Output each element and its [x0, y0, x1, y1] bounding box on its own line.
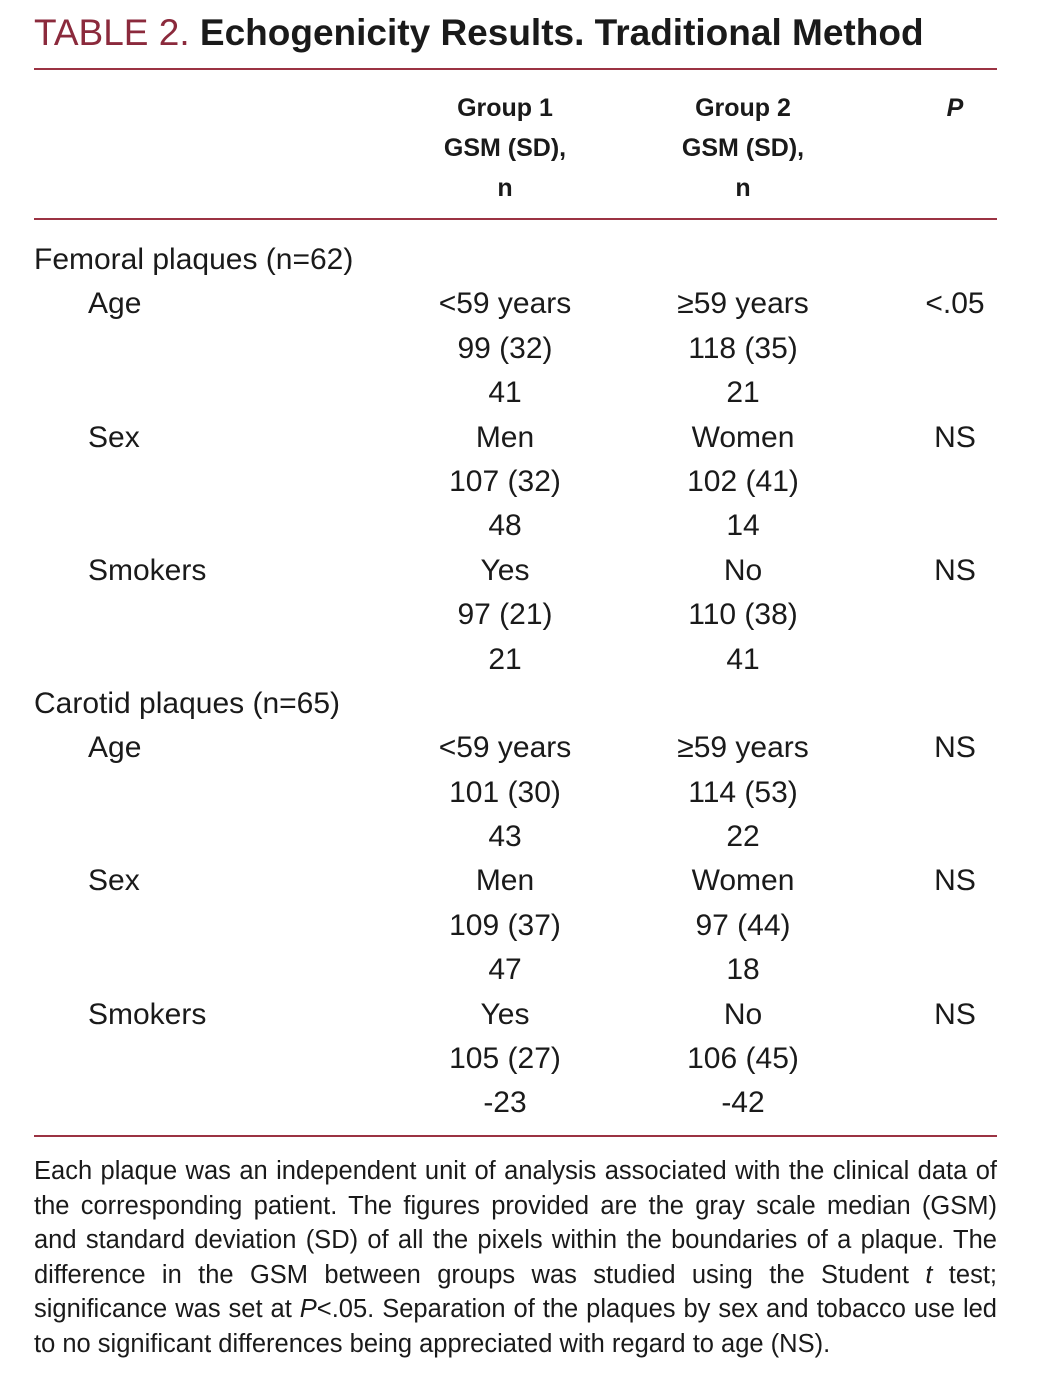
table-row	[0, 504, 1037, 548]
row-label: Age	[88, 287, 142, 321]
group2-cell: 118 (35)	[688, 331, 798, 365]
header-group2	[643, 88, 843, 208]
table-row	[0, 1081, 1037, 1125]
table-row	[0, 859, 1037, 903]
header-p	[900, 88, 1010, 128]
group2-cell: 18	[726, 953, 760, 987]
row-label: Femoral plaques (n=62)	[34, 243, 354, 276]
group2-cell: 14	[726, 509, 760, 543]
group1-cell: 48	[488, 509, 522, 543]
table-row	[0, 460, 1037, 504]
table-title	[34, 10, 1004, 56]
footnote-p: P	[299, 1295, 317, 1324]
table-row	[0, 726, 1037, 770]
header-group2-line1: Group 2	[695, 94, 791, 122]
row-label: Sex	[88, 864, 140, 898]
group1-cell: 105 (27)	[449, 1042, 561, 1076]
group1-cell: Men	[475, 864, 535, 898]
header-group1-line1: Group 1	[457, 94, 553, 122]
row-label: Carotid plaques (n=65)	[34, 686, 341, 720]
p-value-cell: <.05	[925, 287, 985, 321]
header-p-label: P	[946, 94, 964, 122]
group2-cell: 97 (44)	[695, 908, 791, 942]
footnote-part3: <.05. Separation of the plaques by sex and tobacco use led to no significant differences being appreciated with regard to age (NS).	[34, 1295, 997, 1358]
header-group2-line2: GSM (SD),	[681, 134, 805, 162]
footnote-t: t	[925, 1260, 933, 1289]
table-row	[0, 1037, 1037, 1081]
group1-cell: Yes	[480, 553, 530, 587]
top-rule	[34, 68, 997, 70]
table-footnote	[34, 1154, 997, 1362]
table-row	[0, 948, 1037, 992]
group1-cell: <59 years	[438, 287, 572, 321]
table-row	[0, 371, 1037, 415]
group1-cell: -23	[483, 1086, 527, 1120]
group2-cell: Women	[691, 420, 795, 454]
table-row	[0, 771, 1037, 815]
footnote-part1: Each plaque was an independent unit of analysis associated with the clinical data of the corresponding patient. The figures provided are the gray scale median (GSM) and standard deviation (SD) of all the pixels within the boundaries of a plaque. The difference in the GSM between groups was studied using the Student	[34, 1157, 997, 1289]
group1-cell: <59 years	[438, 731, 572, 765]
bottom-rule	[34, 1135, 997, 1137]
group2-cell: -42	[721, 1086, 765, 1120]
table-row	[0, 593, 1037, 637]
group2-cell: ≥59 years	[677, 731, 809, 765]
group1-cell: 109 (37)	[449, 908, 561, 942]
group2-cell: 102 (41)	[687, 464, 799, 498]
group1-cell: 21	[488, 642, 522, 676]
footnote-part2: test; significance was set at	[34, 1260, 997, 1324]
group2-cell: 22	[726, 820, 760, 854]
group2-cell: No	[723, 997, 763, 1031]
row-label: Age	[88, 731, 142, 765]
row-label: Smokers	[88, 553, 207, 587]
group1-cell: Men	[475, 420, 535, 454]
table-row	[0, 238, 1037, 282]
header-group1	[405, 88, 605, 208]
table-row	[0, 549, 1037, 593]
table-row	[0, 282, 1037, 326]
table-row	[0, 416, 1037, 460]
p-value-cell: NS	[934, 420, 976, 454]
table-row	[0, 327, 1037, 371]
table-row	[0, 904, 1037, 948]
group1-cell: Yes	[480, 997, 530, 1031]
group1-cell: 107 (32)	[449, 464, 561, 498]
row-label: Smokers	[88, 997, 207, 1031]
table-row	[0, 993, 1037, 1037]
group1-cell: 41	[488, 376, 522, 410]
group2-cell: 41	[726, 642, 760, 676]
p-value-cell: NS	[934, 997, 976, 1031]
group2-cell: Women	[691, 864, 795, 898]
group1-cell: 99 (32)	[457, 331, 553, 365]
group2-cell: 114 (53)	[688, 775, 798, 809]
p-value-cell: NS	[934, 731, 976, 765]
p-value-cell: NS	[934, 864, 976, 898]
table-body	[0, 238, 1037, 1126]
table-title-text: Echogenicity Results. Traditional Method	[199, 12, 924, 53]
header-group2-line3: n	[735, 174, 751, 202]
header-group1-line2: GSM (SD),	[443, 134, 567, 162]
table-row	[0, 682, 1037, 726]
group2-cell: ≥59 years	[677, 287, 809, 321]
group2-cell: 110 (38)	[688, 598, 798, 632]
group1-cell: 101 (30)	[449, 775, 561, 809]
group2-cell: No	[723, 553, 763, 587]
table-row	[0, 638, 1037, 682]
header-rule	[34, 218, 997, 220]
header-group1-line3: n	[497, 174, 513, 202]
group1-cell: 47	[488, 953, 522, 987]
row-label: Sex	[88, 420, 140, 454]
table-label: TABLE 2.	[34, 12, 190, 53]
group2-cell: 21	[726, 376, 760, 410]
p-value-cell: NS	[934, 553, 976, 587]
table-row	[0, 815, 1037, 859]
group1-cell: 97 (21)	[457, 598, 553, 632]
group2-cell: 106 (45)	[687, 1042, 799, 1076]
group1-cell: 43	[488, 820, 522, 854]
